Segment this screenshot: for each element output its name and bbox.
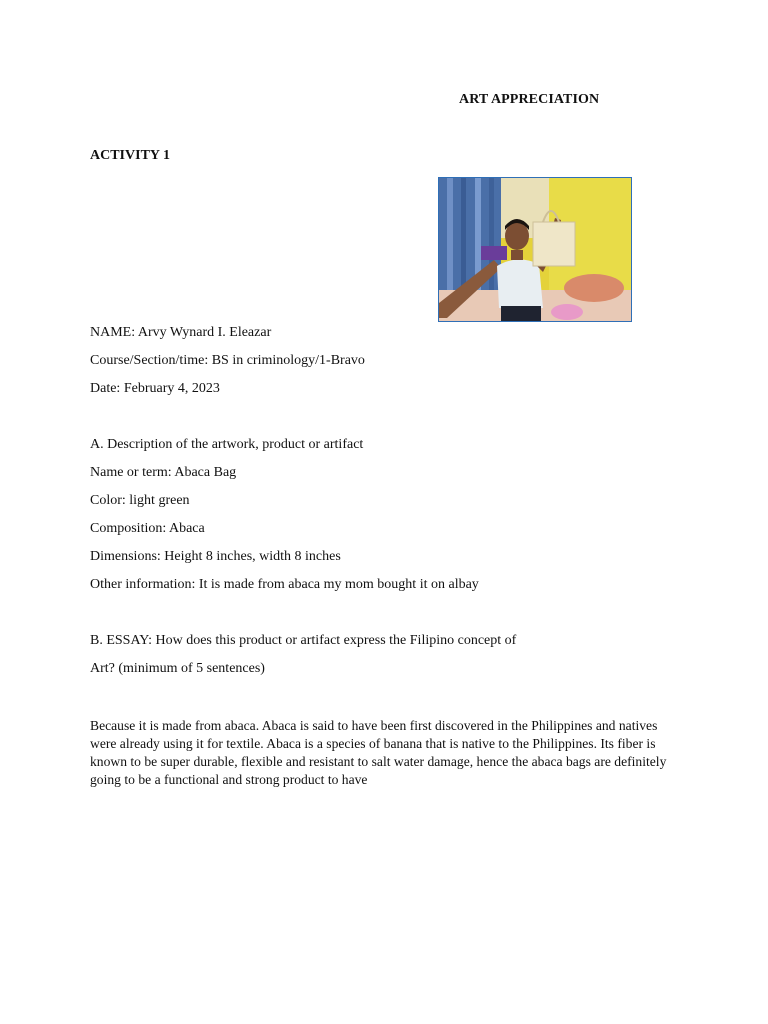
artifact-other-info: Other information: It is made from abaca my mom bought it on albay (90, 577, 479, 592)
essay-answer: Because it is made from abaca. Abaca is said to have been first discovered in the Philippines and natives were already using it for textile. Abaca is a species of banana that is native to the Philippines. Its fiber is known to be super durable, flexible and resistant to salt water damage, hence the abaca bags are definitely going to be a functional and strong product to have (90, 718, 667, 787)
artifact-color: Color: light green (90, 493, 190, 508)
artifact-composition: Composition: Abaca (90, 521, 205, 536)
section-b-question-cont: Art? (minimum of 5 sentences) (90, 661, 265, 676)
student-course: Course/Section/time: BS in criminology/1-Bravo (90, 353, 365, 368)
artifact-name: Name or term: Abaca Bag (90, 465, 237, 480)
section-a-heading: A. Description of the artwork, product or artifact (90, 437, 364, 452)
student-name: NAME: Arvy Wynard I. Eleazar (90, 325, 272, 340)
artifact-photo (438, 177, 632, 322)
submission-date: Date: February 4, 2023 (90, 381, 220, 396)
activity-heading: ACTIVITY 1 (90, 148, 170, 163)
document-title: ART APPRECIATION (459, 92, 600, 107)
section-b-question: B. ESSAY: How does this product or artifact express the Filipino concept of (90, 633, 517, 648)
artifact-dimensions: Dimensions: Height 8 inches, width 8 inches (90, 549, 341, 564)
